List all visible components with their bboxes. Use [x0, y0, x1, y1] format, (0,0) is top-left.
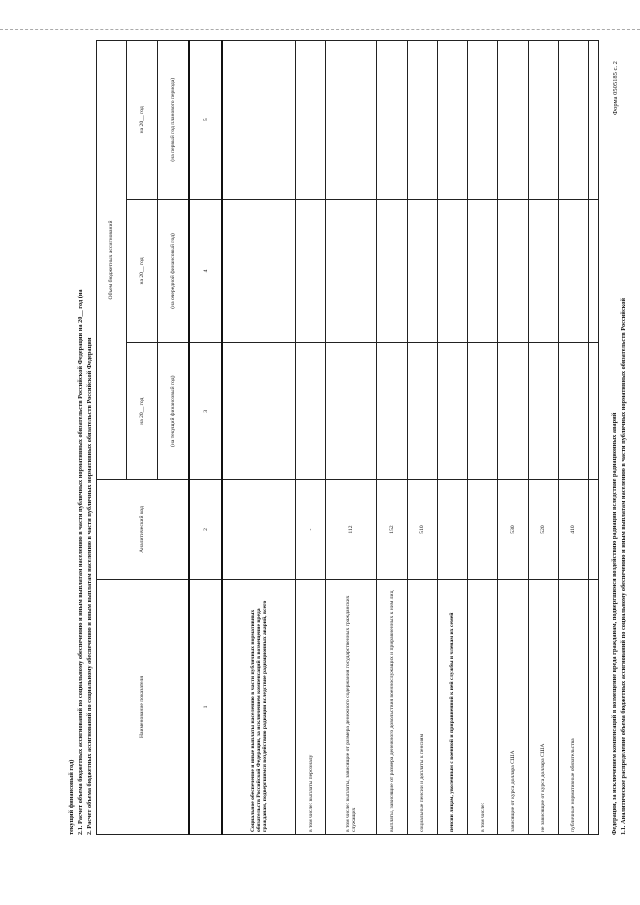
col-num: 3 — [189, 343, 223, 480]
th-year-current-note: (на текущий финансовый год) — [157, 343, 189, 480]
th-year-first-note: (на очередной финансовый год) — [157, 199, 189, 343]
page-edge — [0, 29, 640, 30]
th-budget-volume: Объем бюджетных ассигнований — [97, 41, 127, 480]
row-code: 152 — [377, 480, 407, 580]
row-label — [589, 580, 599, 835]
row-code: 410 — [558, 480, 588, 580]
row-code: 530 — [498, 480, 528, 580]
row-label: в том числе: — [468, 580, 498, 835]
row-code: 520 — [528, 480, 558, 580]
th-analytic-code: Аналитический код — [97, 480, 189, 580]
th-year-second-note: (на первый год планового периода) — [157, 41, 189, 200]
col-num: 2 — [189, 480, 223, 580]
col-num: 5 — [189, 41, 223, 200]
row-code — [437, 480, 467, 580]
row-label: пенсии лицам, уволенным с военной и приравненной к ней службы и членам их семей — [437, 580, 467, 835]
table-1 — [96, 40, 599, 835]
row-label: зависящие от курса доллара США — [498, 580, 528, 835]
section-1-1-title: 1.1. Аналитическое распределение объема бюджетных ассигнований по социальному обеспечению и иным выплатам населению в части публичных нормативных обязательств Российской — [620, 297, 627, 835]
row-label: социальные пенсии и доплаты к пенсиям — [407, 580, 437, 835]
row-label: в том числе: выплаты персоналу — [296, 580, 326, 835]
row-label: выплаты, зависящие от размера денежного довольствия военнослужащих и приравненных к ним лиц — [377, 580, 407, 835]
col-num: 4 — [189, 199, 223, 343]
section-2-1-title-cont: текущий финансовый год) — [68, 759, 75, 835]
row-code: 510 — [407, 480, 437, 580]
th-year-second: на 20__ год — [127, 41, 157, 200]
row-code — [468, 480, 498, 580]
section-2-1-title: 2.1. Расчет объема бюджетных ассигнований по социальному обеспечению и иным выплатам населению в части публичных нормативных обязательств Российской Федерации на 20__ год (на — [77, 289, 84, 835]
form-code: Форма 0505185 с. 2 — [612, 61, 619, 115]
col-num: 1 — [189, 580, 223, 835]
th-indicator: Наименование показателя — [97, 580, 189, 835]
row-label: публичные нормативные обязательства — [558, 580, 588, 835]
th-year-current: на 20__ год — [127, 343, 157, 480]
row-label: не зависящие от курса доллара США — [528, 580, 558, 835]
table-2 — [0, 40, 60, 835]
row-code — [589, 480, 599, 580]
row-code — [222, 480, 295, 580]
row-label: в том числе: выплаты, зависящие от размера денежного содержания государственных гражданских служащих — [326, 580, 377, 835]
section-1-1-title-cont: Федерации, за исключением компенсаций в возмещение вреда гражданам, подвергшимся воздействию радиации вследствие радиационных аварий — [611, 412, 618, 835]
row-label: Социальное обеспечение и иные выплаты населению в части публичных нормативных обязательств Российской Федерации, за исключением компенсаций в возмещение вреда гражданам, подвергшимся воздействию радиации вследствие радиационных аварий, всего — [222, 580, 295, 835]
section-2-title: 2. Расчет объема бюджетных ассигнований по социальному обеспечению и иным выплатам населению в части публичных нормативных обязательств Российской Федерации — [86, 337, 93, 835]
row-code: 112 — [326, 480, 377, 580]
th-year-first: на 20__ год — [127, 199, 157, 343]
row-code: - — [296, 480, 326, 580]
